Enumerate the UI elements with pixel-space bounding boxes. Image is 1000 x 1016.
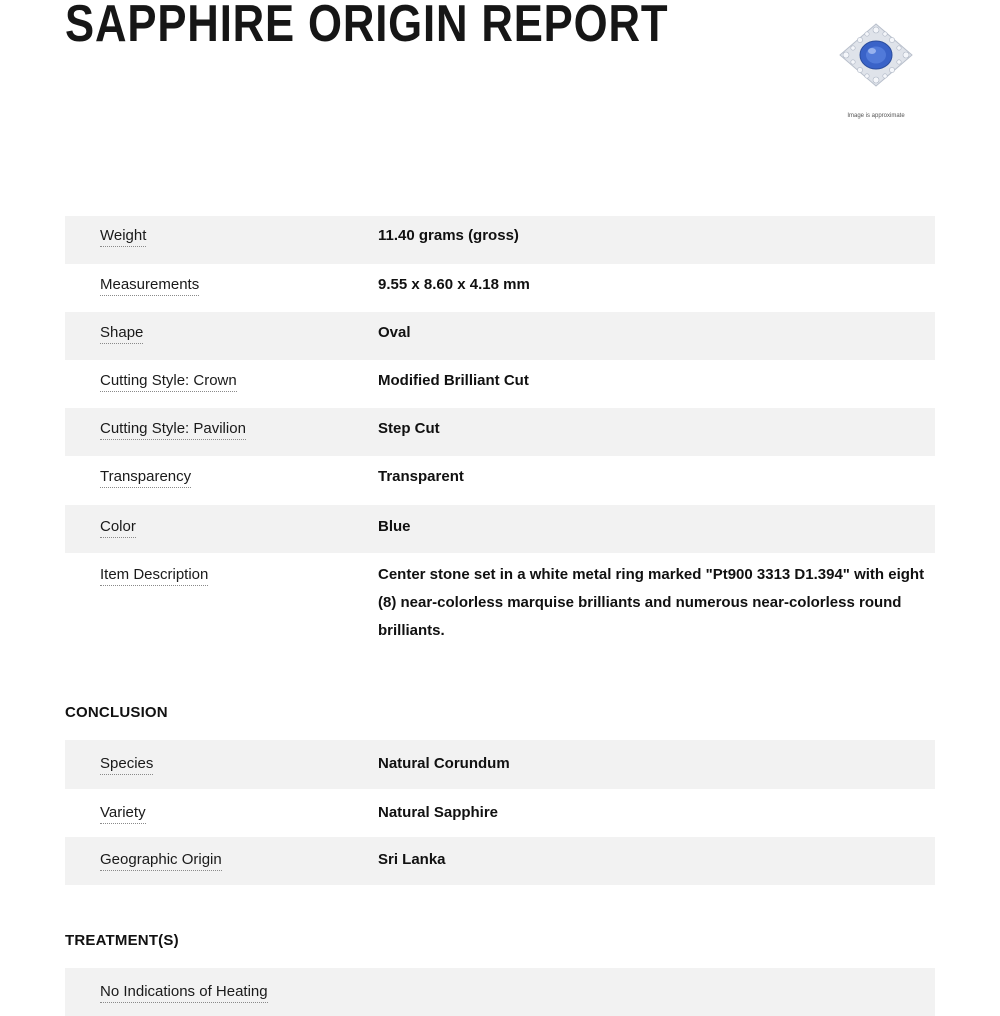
row-value: Transparent: [378, 468, 464, 485]
table-row: [65, 264, 935, 312]
conclusion-heading: CONCLUSION: [65, 704, 168, 721]
table-row: [65, 968, 935, 1016]
row-value: Blue: [378, 518, 411, 535]
image-disclaimer: Image is approximate: [847, 113, 905, 119]
row-label: Weight: [100, 226, 146, 247]
row-label: Geographic Origin: [100, 850, 222, 871]
table-row: [65, 553, 935, 649]
row-label: Shape: [100, 323, 143, 344]
row-label: Measurements: [100, 275, 199, 296]
details-table: [65, 216, 935, 649]
row-value: Step Cut: [378, 420, 440, 437]
row-label: Transparency: [100, 467, 191, 488]
row-label: Species: [100, 754, 153, 775]
row-value: Center stone set in a white metal ring marked "Pt900 3313 D1.394" with eight (8) near-colorless marquise brilliants and numerous near-colorless round brilliants.: [378, 566, 925, 639]
row-label: Color: [100, 517, 136, 538]
row-value: [665, 982, 935, 1016]
table-row: [65, 408, 935, 456]
row-label: Variety: [100, 803, 146, 824]
row-value: Modified Brilliant Cut: [378, 372, 529, 389]
table-row: [65, 837, 935, 885]
sapphire-ring-image: [838, 22, 914, 88]
table-row: [65, 216, 935, 264]
row-value: Oval: [378, 324, 411, 341]
table-row: [65, 456, 935, 505]
row-value: Sri Lanka: [378, 851, 446, 868]
row-label: No Indications of Heating: [100, 982, 268, 1003]
row-value: Natural Corundum: [378, 755, 510, 772]
table-row: [65, 505, 935, 553]
table-row: [65, 360, 935, 408]
treatments-heading: TREATMENT(S): [65, 932, 179, 949]
row-value: Natural Sapphire: [378, 804, 499, 821]
table-row: [65, 789, 935, 837]
table-row: [65, 740, 935, 789]
row-label: Cutting Style: Pavilion: [100, 419, 246, 440]
row-value: 9.55 x 8.60 x 4.18 mm: [378, 276, 530, 293]
page-title: SAPPHIRE ORIGIN REPORT: [65, 0, 669, 53]
conclusion-table: [65, 740, 935, 885]
table-row: [65, 312, 935, 360]
row-label: Item Description: [100, 565, 208, 586]
row-value: 11.40 grams (gross): [378, 227, 519, 244]
row-label: Cutting Style: Crown: [100, 371, 237, 392]
treatments-table: [65, 968, 935, 1016]
